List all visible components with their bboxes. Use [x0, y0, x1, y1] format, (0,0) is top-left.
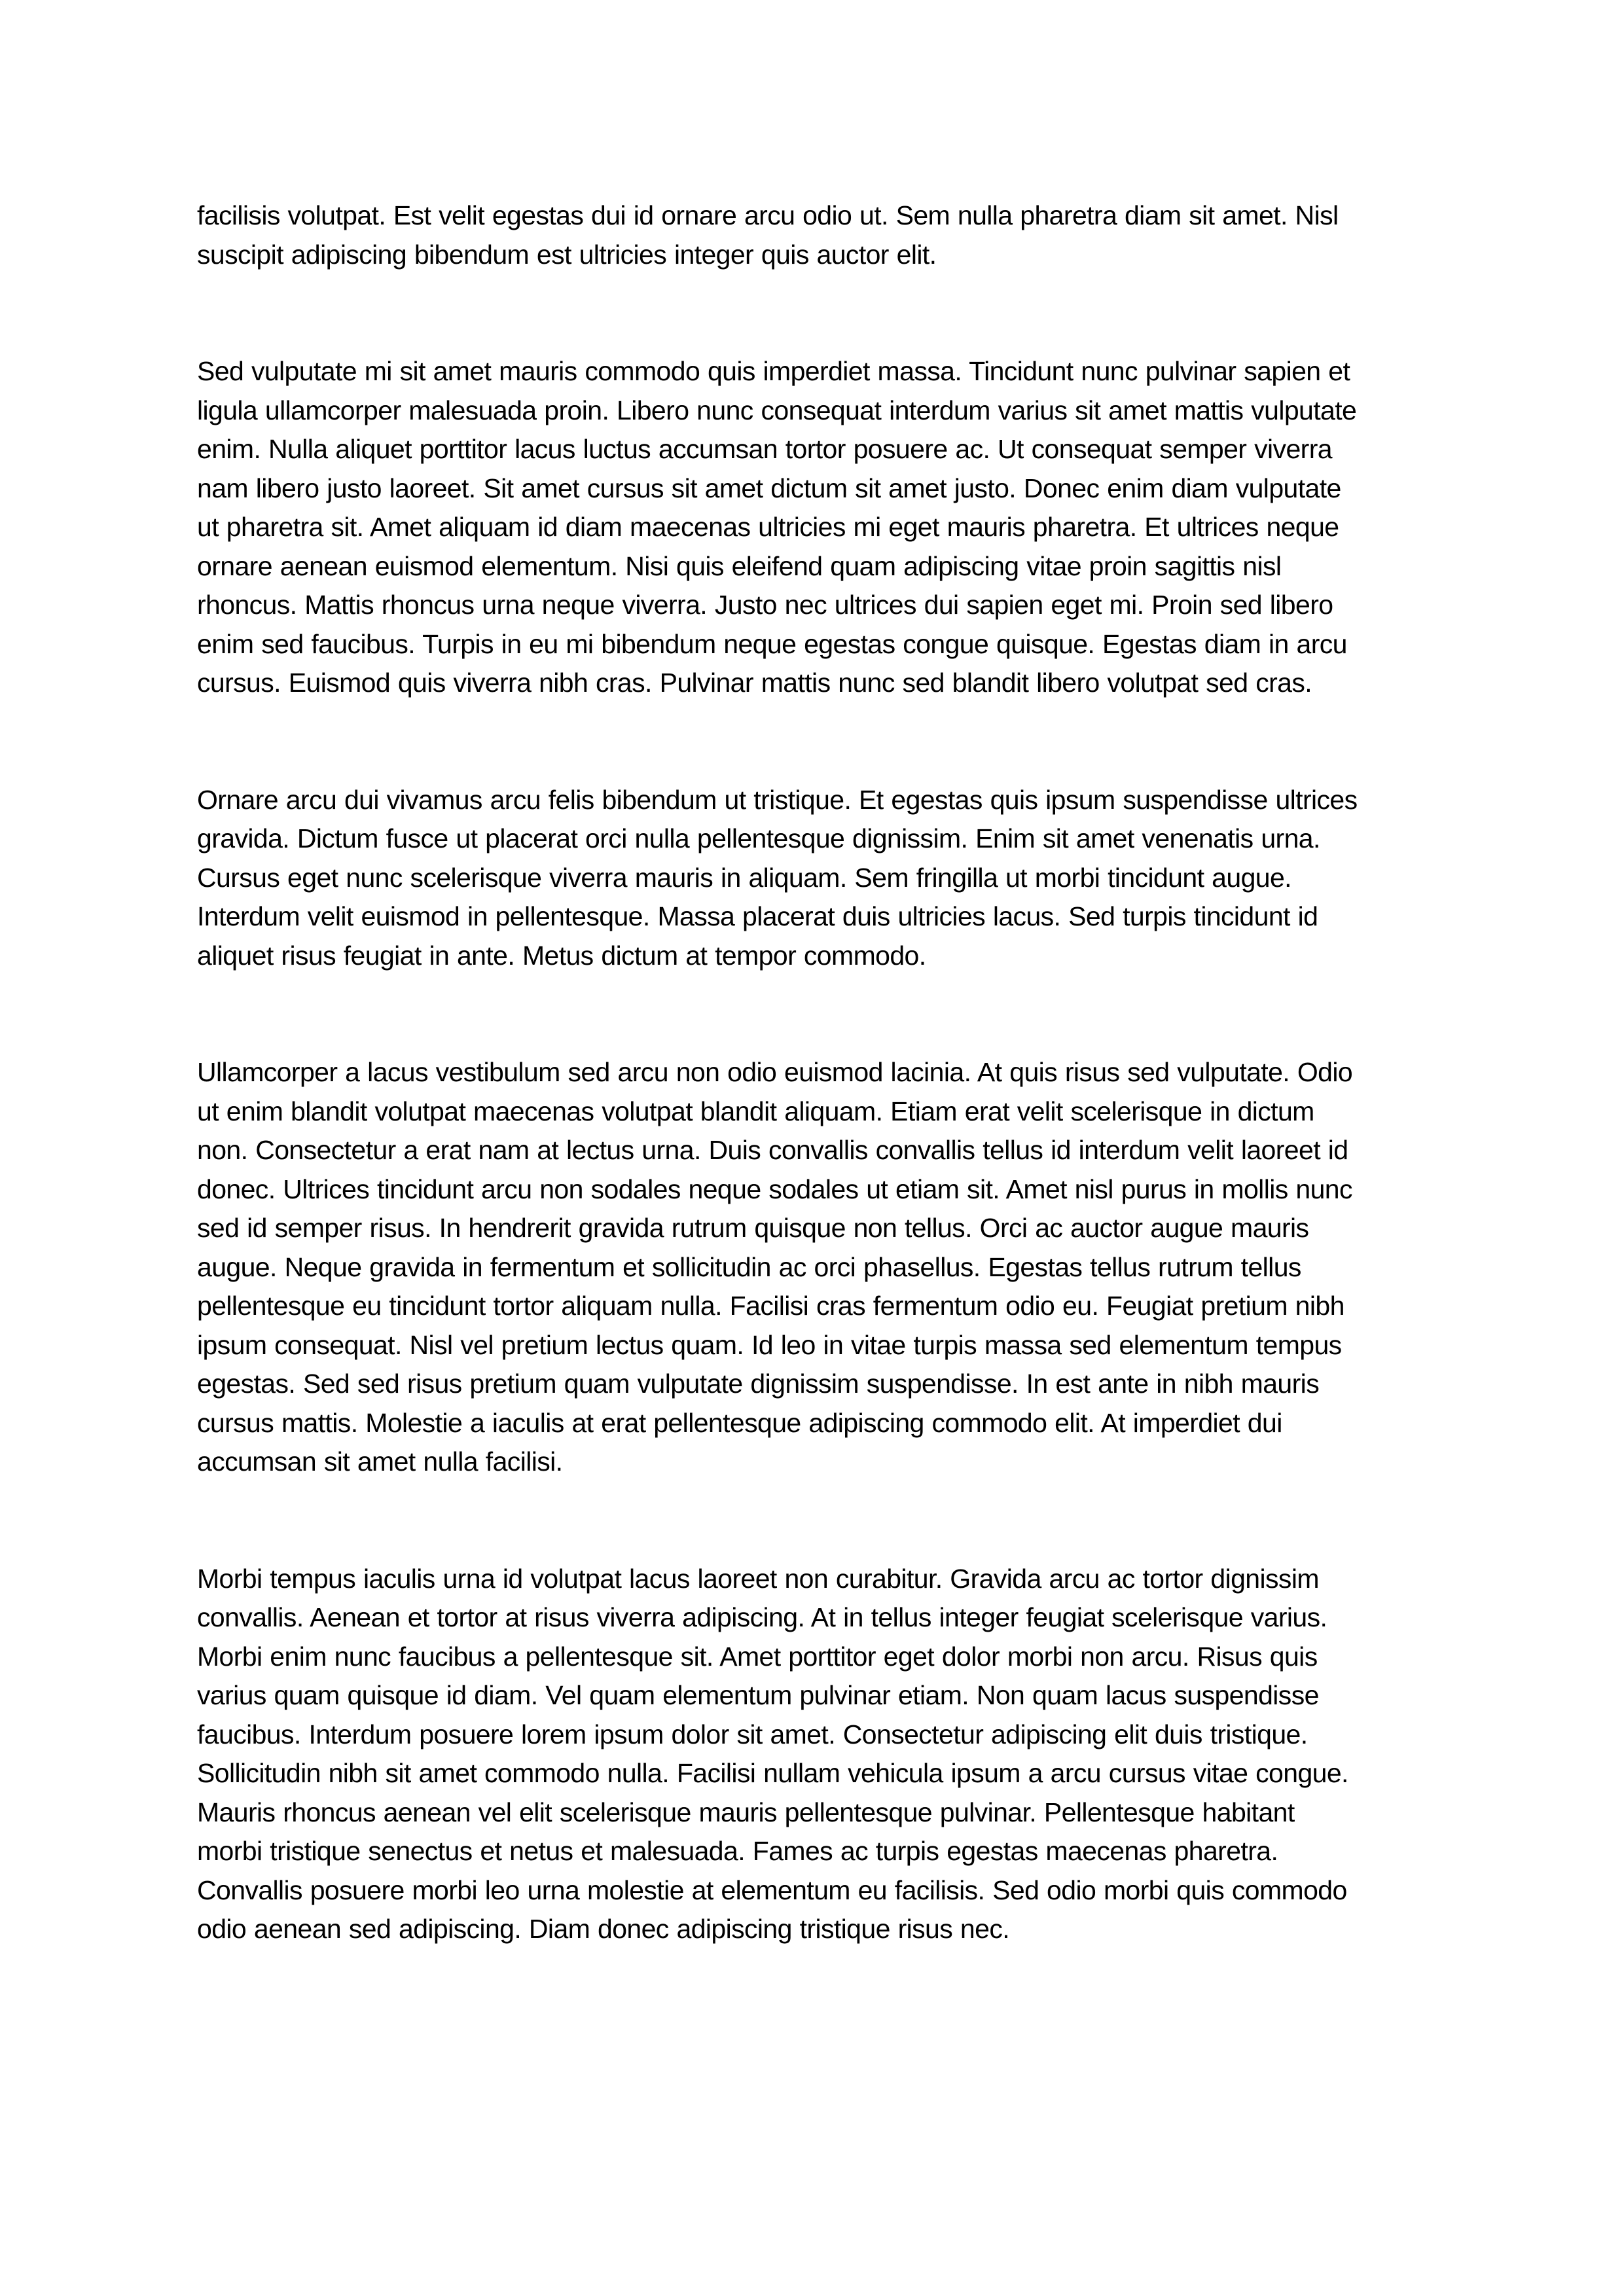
text-line: enim. Nulla aliquet porttitor lacus luctus accumsan tortor posuere ac. Ut consequat semper viverra — [197, 434, 1332, 464]
text-line: sed id semper risus. In hendrerit gravida rutrum quisque non tellus. Orci ac auctor augue mauris — [197, 1213, 1309, 1243]
paragraph-5 — [197, 1560, 1428, 1949]
text-line: Ullamcorper a lacus vestibulum sed arcu non odio euismod lacinia. At quis risus sed vulputate. Odio — [197, 1057, 1353, 1087]
text-line: odio aenean sed adipiscing. Diam donec adipiscing tristique risus nec. — [197, 1914, 1010, 1944]
text-line: ligula ullamcorper malesuada proin. Libero nunc consequat interdum varius sit amet mattis vulputate — [197, 395, 1357, 425]
text-line: enim sed faucibus. Turpis in eu mi bibendum neque egestas congue quisque. Egestas diam in arcu — [197, 628, 1347, 659]
text-line: ut pharetra sit. Amet aliquam id diam maecenas ultricies mi eget mauris pharetra. Et ultrices neque — [197, 512, 1339, 542]
text-line: Sed vulputate mi sit amet mauris commodo quis imperdiet massa. Tincidunt nunc pulvinar sapien et — [197, 356, 1350, 386]
text-line: ut enim blandit volutpat maecenas volutpat blandit aliquam. Etiam erat velit scelerisque in dictum — [197, 1096, 1314, 1126]
text-line: non. Consectetur a erat nam at lectus urna. Duis convallis convallis tellus id interdum velit laoreet id — [197, 1135, 1348, 1165]
text-line: Convallis posuere morbi leo urna molestie at elementum eu facilisis. Sed odio morbi quis commodo — [197, 1874, 1347, 1905]
text-line: Interdum velit euismod in pellentesque. Massa placerat duis ultricies lacus. Sed turpis tincidunt id — [197, 901, 1318, 931]
text-line: facilisis volutpat. Est velit egestas dui id ornare arcu odio ut. Sem nulla pharetra diam sit amet. Nisl — [197, 200, 1339, 230]
paragraph-2 — [197, 352, 1428, 703]
text-line: Cursus eget nunc scelerisque viverra mauris in aliquam. Sem fringilla ut morbi tincidunt augue. — [197, 862, 1291, 893]
text-line: augue. Neque gravida in fermentum et sollicitudin ac orci phasellus. Egestas tellus rutrum tellus — [197, 1251, 1301, 1282]
text-line: cursus mattis. Molestie a iaculis at erat pellentesque adipiscing commodo elit. At imperdiet dui — [197, 1407, 1282, 1438]
text-line: morbi tristique senectus et netus et malesuada. Fames ac turpis egestas maecenas pharetra. — [197, 1836, 1278, 1866]
text-line: Ornare arcu dui vivamus arcu felis bibendum ut tristique. Et egestas quis ipsum suspendisse ultrices — [197, 784, 1358, 815]
text-line: nam libero justo laoreet. Sit amet cursus sit amet dictum sit amet justo. Donec enim diam vulputate — [197, 473, 1341, 503]
text-line: rhoncus. Mattis rhoncus urna neque viverra. Justo nec ultrices dui sapien eget mi. Proin sed libero — [197, 590, 1333, 620]
text-line: accumsan sit amet nulla facilisi. — [197, 1446, 563, 1477]
text-line: ornare aenean euismod elementum. Nisi quis eleifend quam adipiscing vitae proin sagittis nisl — [197, 550, 1282, 581]
text-line: egestas. Sed sed risus pretium quam vulputate dignissim suspendisse. In est ante in nibh mauris — [197, 1369, 1320, 1399]
text-line: aliquet risus feugiat in ante. Metus dictum at tempor commodo. — [197, 940, 926, 971]
text-line: pellentesque eu tincidunt tortor aliquam nulla. Facilisi cras fermentum odio eu. Feugiat pretium nibh — [197, 1291, 1344, 1321]
document-body — [197, 196, 1428, 1949]
text-line: cursus. Euismod quis viverra nibh cras. Pulvinar mattis nunc sed blandit libero volutpat sed cras. — [197, 668, 1312, 698]
text-line: gravida. Dictum fusce ut placerat orci nulla pellentesque dignissim. Enim sit amet venenatis urna. — [197, 823, 1320, 853]
text-line: varius quam quisque id diam. Vel quam elementum pulvinar etiam. Non quam lacus suspendisse — [197, 1680, 1319, 1710]
text-line: Mauris rhoncus aenean vel elit scelerisque mauris pellentesque pulvinar. Pellentesque habitant — [197, 1797, 1295, 1827]
text-line: convallis. Aenean et tortor at risus viverra adipiscing. At in tellus integer feugiat scelerisque varius. — [197, 1602, 1327, 1632]
text-line: Morbi tempus iaculis urna id volutpat lacus laoreet non curabitur. Gravida arcu ac tortor dignissim — [197, 1563, 1319, 1594]
text-line: suscipit adipiscing bibendum est ultricies integer quis auctor elit. — [197, 239, 937, 270]
text-line: Sollicitudin nibh sit amet commodo nulla. Facilisi nullam vehicula ipsum a arcu cursus vitae congue. — [197, 1758, 1348, 1788]
text-line: faucibus. Interdum posuere lorem ipsum dolor sit amet. Consectetur adipiscing elit duis tristique. — [197, 1719, 1308, 1749]
paragraph-3 — [197, 781, 1428, 976]
paragraph-4 — [197, 1053, 1428, 1482]
text-line: Morbi enim nunc faucibus a pellentesque sit. Amet porttitor eget dolor morbi non arcu. Risus quis — [197, 1641, 1318, 1672]
paragraph-1 — [197, 196, 1428, 274]
text-line: donec. Ultrices tincidunt arcu non sodales neque sodales ut etiam sit. Amet nisl purus in mollis nunc — [197, 1174, 1352, 1204]
text-line: ipsum consequat. Nisl vel pretium lectus quam. Id leo in vitae turpis massa sed elementum tempus — [197, 1329, 1342, 1360]
